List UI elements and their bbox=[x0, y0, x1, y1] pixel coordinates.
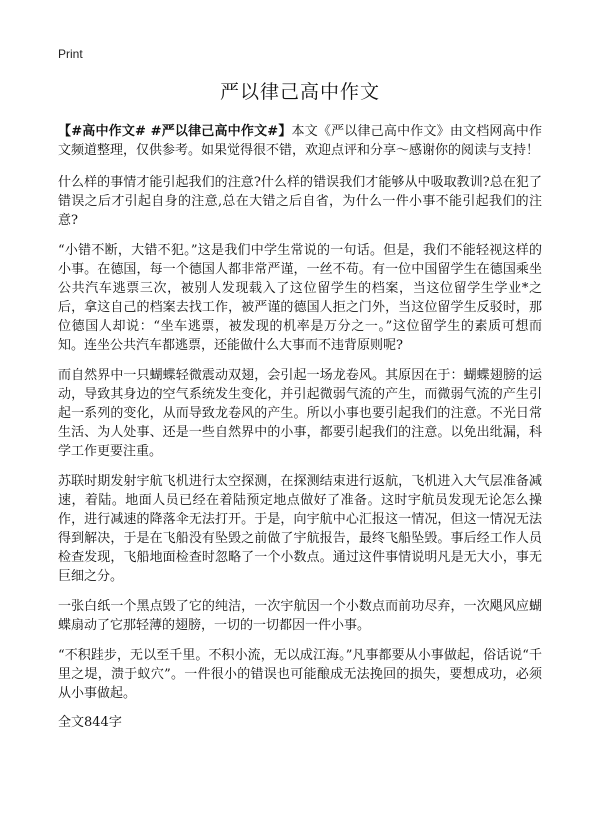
body-paragraph-5: 一张白纸一个黑点毁了它的纯洁，一次宇航因一个小数点而前功尽弃，一次飓风应蝴蝶扇动了它那轻薄的翅膀，一切的一切都因一件小事。 bbox=[58, 599, 542, 633]
body-paragraph-4: 苏联时期发射宇航飞机进行太空探测，在探测结束进行返航，飞机进入大气层准备减速，着陆。地面人员已经在着陆预定地点做好了准备。这时宇航员发现无论怎么操作，进行减速的降落伞无法打开。于是，向宇航中心汇报这一情况，但这一情况无法得到解决，于是在飞船没有坠毁之前做了宇航报告，最终飞船坠毁。事后经工作人员检查发现，飞船地面检查时忽略了一个小数点。通过这件事情说明凡是无大小，事无巨细之分。 bbox=[58, 474, 542, 584]
body-paragraph-3: 而自然界中一只蝴蝶轻微震动双翅，会引起一场龙卷风。其原因在于：蝴蝶翅膀的运动，导致其身边的空气系统发生变化，并引起微弱气流的产生，而微弱气流的产生引起一系列的变化，从而导致龙卷风的产生。所以小事也要引起我们的注意。不光日常生活、为人处事、还是一些自然界中的小事，都要引起我们的注意。以免出纰漏，科学工作更要注重。 bbox=[58, 368, 542, 459]
body-paragraph-2: “小错不断，大错不犯。”这是我们中学生常说的一句话。但是，我们不能轻视这样的小事。在德国，每一个德国人都非常严谨，一丝不苟。有一位中国留学生在德国乘坐公共汽车逃票三次，被别人发现载入了这位留学生的档案，当这位留学生学业*之后，拿这自己的档案去找工作，被严谨的德国人拒之门外，当这位留学生反驳时，那位德国人却说：“坐车逃票，被发现的机率是万分之一。”这位留学生的素质可想而知。连坐公共汽车都逃票，还能做什么大事而不违背原则呢? bbox=[58, 243, 542, 353]
intro-tag: 【#高中作文# #严以律己高中作文#】 bbox=[58, 124, 292, 139]
body-paragraph-1: 什么样的事情才能引起我们的注意?什么样的错误我们才能够从中吸取教训?总在犯了错误之后才引起自身的注意,总在大错之后自省，为什么一件小事不能引起我们的注意? bbox=[58, 175, 542, 228]
intro-text: 本文《严以律己高中作文》由文档网高中作文频道整理，仅供参考。如果觉得很不错，欢迎点评和分享～感谢你的阅读与支持！ bbox=[58, 124, 542, 158]
word-count: 全文844字 bbox=[58, 715, 122, 730]
intro-paragraph bbox=[58, 122, 542, 160]
body-paragraph-6: “不积跬步，无以至千里。不积小流，无以成江海。”凡事都要从小事做起，俗话说“千里之堤，溃于蚁穴”。一件很小的错误也可能酿成无法挽回的损失，要想成功，必须从小事做起。 bbox=[58, 648, 542, 701]
page-title: 严以律己高中作文 bbox=[219, 81, 380, 103]
print-label[interactable]: Print bbox=[58, 47, 83, 61]
